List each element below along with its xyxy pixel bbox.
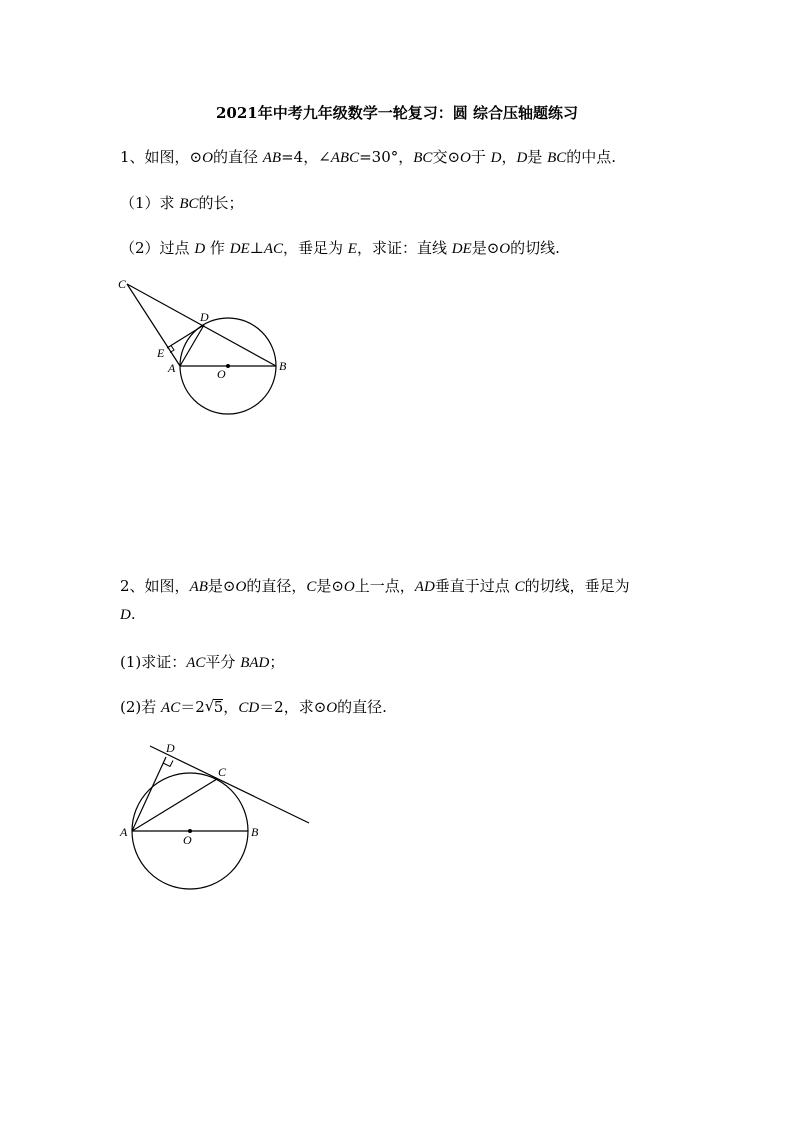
- fig2-label-o: O: [183, 833, 192, 847]
- document-title: 2021年中考九年级数学一轮复习：圆 综合压轴题练习: [216, 104, 578, 122]
- fig2-segment-ac: [132, 779, 217, 831]
- fig1-label-a: A: [168, 361, 176, 375]
- fig1-center-dot: [226, 364, 230, 368]
- q2-stem-cont: D.: [120, 605, 136, 623]
- fig1-segment-ca: [127, 284, 180, 366]
- sqrt-five: √ 5: [204, 697, 224, 716]
- q2-part2: (2)若 AC＝2 √ 5，CD＝2，求⊙O的直径.: [120, 697, 387, 716]
- fig2-label-c: C: [218, 765, 227, 779]
- q1-part1: （1）求 BC的长；: [120, 194, 244, 212]
- fig2-label-d: D: [166, 741, 175, 755]
- fig1-label-e: E: [157, 346, 165, 360]
- fig2-label-a: A: [120, 825, 128, 839]
- q1-number: 1、: [120, 148, 145, 166]
- fig1-label-d: D: [200, 310, 209, 324]
- q2-number: 2、: [120, 577, 145, 595]
- fig2-tangent-line: [150, 746, 309, 823]
- q1-part2: （2）过点 D 作 DE⊥AC，垂足为 E，求证：直线 DE是⊙O的切线.: [120, 239, 560, 257]
- fig1-label-c: C: [118, 277, 127, 291]
- q1-stem: 1、如图，⊙O的直径 AB=4，∠ABC=30°，BC交⊙O于 D，D是 BC的中点.: [120, 148, 617, 166]
- figure-2-diagram: [110, 735, 320, 895]
- fig2-label-b: B: [251, 825, 259, 839]
- fig1-segment-ad: [180, 325, 204, 366]
- fig1-label-o: O: [217, 367, 226, 381]
- q2-stem: 2、如图，AB是⊙O的直径，C是⊙O上一点，AD垂直于过点 C的切线，垂足为: [120, 577, 630, 595]
- figure-1-diagram: [110, 270, 310, 430]
- fig1-label-b: B: [279, 359, 287, 373]
- q2-part1: (1)求证：AC平分 BAD；: [120, 653, 285, 671]
